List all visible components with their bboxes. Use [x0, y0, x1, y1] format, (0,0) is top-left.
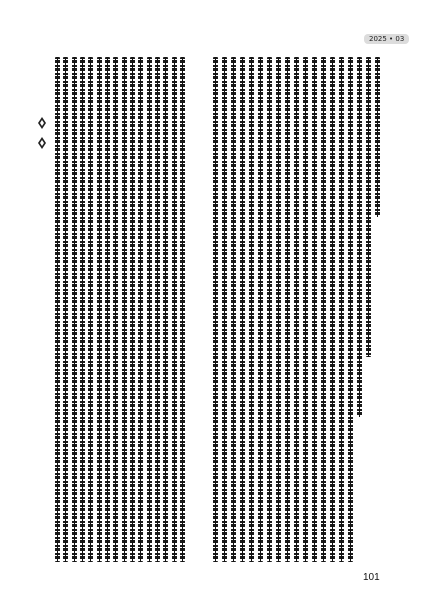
text-line: [172, 57, 177, 562]
text-line: [276, 57, 281, 562]
text-line: [213, 57, 218, 562]
text-line: [249, 57, 254, 562]
text-line: [130, 57, 135, 562]
text-line: [258, 57, 263, 562]
text-line: [55, 57, 60, 562]
text-line: [113, 57, 118, 562]
text-line: [180, 57, 185, 562]
text-line: [303, 57, 308, 562]
text-line: [80, 57, 85, 562]
text-line: [222, 57, 227, 562]
text-line: [330, 57, 335, 562]
page-number: 101: [363, 572, 380, 583]
text-line: [240, 57, 245, 562]
text-line: [88, 57, 93, 562]
text-line: [312, 57, 317, 562]
text-line: [267, 57, 272, 562]
ornament-icon: [36, 136, 48, 150]
text-line: [122, 57, 127, 562]
text-column-left: [213, 57, 380, 562]
text-line: [231, 57, 236, 562]
issue-badge: 2025 • 03: [364, 34, 409, 44]
text-line: [147, 57, 152, 562]
text-line: [138, 57, 143, 562]
text-line: [366, 57, 371, 357]
text-line: [155, 57, 160, 562]
text-line: [97, 57, 102, 562]
text-line: [321, 57, 326, 562]
text-line: [357, 57, 362, 417]
text-line: [72, 57, 77, 562]
ornament-icon: [36, 116, 48, 130]
text-line: [339, 57, 344, 562]
text-column-right: [55, 57, 185, 562]
text-line: [294, 57, 299, 562]
text-line: [63, 57, 68, 562]
text-line: [285, 57, 290, 562]
text-line: [375, 57, 380, 217]
text-line: [163, 57, 168, 562]
text-line: [348, 57, 353, 562]
text-line: [105, 57, 110, 562]
